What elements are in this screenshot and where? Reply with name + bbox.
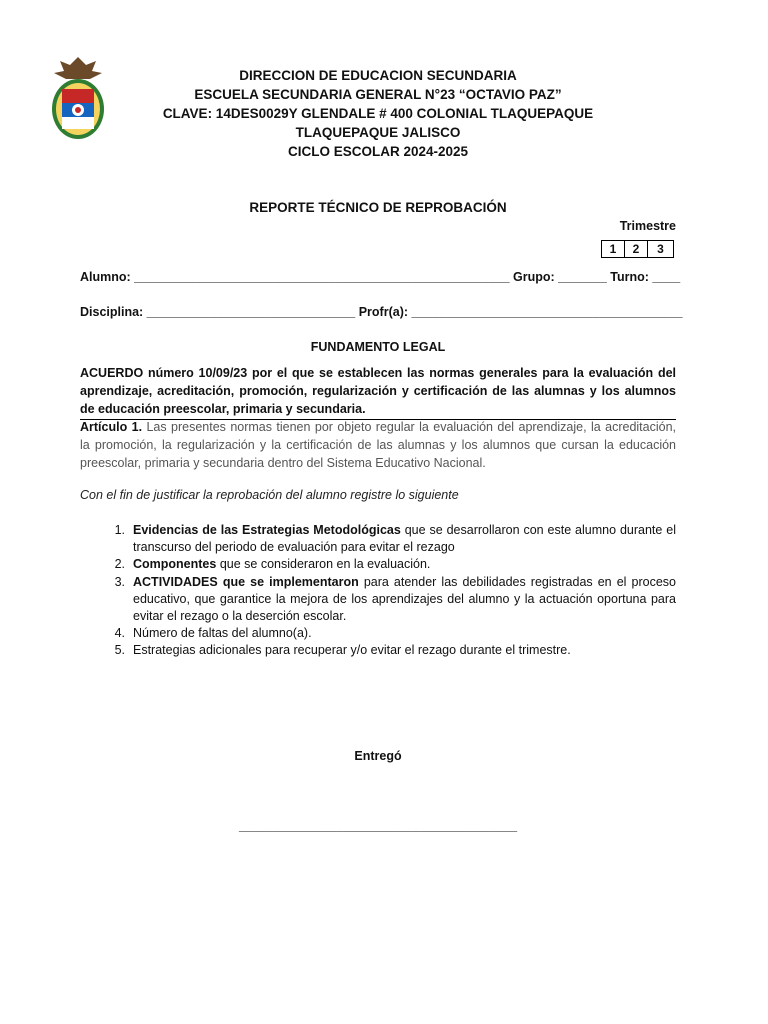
alumno-grupo-turno-field[interactable]: Alumno: ______________________________________________________ Grupo: _______ Turno: ____ bbox=[80, 270, 681, 284]
list-rest: Número de faltas del alumno(a). bbox=[133, 626, 312, 641]
trimestre-option-2[interactable]: 2 bbox=[625, 241, 648, 257]
articulo-paragraph bbox=[80, 418, 676, 472]
articulo-text: Las presentes normas tienen por objeto regular la evaluación del aprendizaje, la acreditación, la promoción, la regularización y la certificación de las alumnas y los alumnos que cursan la educación preescolar, primaria y secundaria dentro del Sistema Educativo Nacional. bbox=[80, 420, 676, 470]
school-header bbox=[160, 66, 596, 161]
list-rest: para atender las debilidades registradas en el proceso educativo, que garantice la mejora de los aprendizajes del alumno y la actuación oportuna para evitar el rezago o la deserción escolar. bbox=[133, 574, 677, 624]
list-item bbox=[80, 556, 676, 573]
trimestre-option-3[interactable]: 3 bbox=[657, 242, 664, 256]
signature-line[interactable]: ________________________________________ bbox=[238, 819, 518, 833]
entrego-label: Entregó bbox=[354, 749, 402, 763]
fundamento-title: FUNDAMENTO LEGAL bbox=[310, 340, 446, 354]
list-text bbox=[125, 556, 676, 573]
header-line: CICLO ESCOLAR 2024-2025 bbox=[287, 144, 469, 159]
list-number: 1. bbox=[114, 523, 125, 537]
instruction-text: Con el fin de justificar la reprobación del alumno registre lo siguiente bbox=[80, 488, 459, 502]
list-rest: que se consideraron en la evaluación. bbox=[216, 557, 431, 572]
list-bold: ACTIVIDADES que se implementaron bbox=[133, 574, 359, 589]
report-title: REPORTE TÉCNICO DE REPROBACIÓN bbox=[249, 200, 507, 215]
header-line: ESCUELA SECUNDARIA GENERAL N°23 “OCTAVIO PAZ” bbox=[194, 87, 562, 102]
list-number: 5. bbox=[114, 643, 125, 658]
list-item bbox=[80, 625, 676, 642]
list-item bbox=[80, 522, 676, 556]
list-bold: Componentes bbox=[133, 557, 217, 572]
header-line: TLAQUEPAQUE JALISCO bbox=[295, 125, 461, 140]
disciplina-profr-field[interactable]: Disciplina: ______________________________ Profr(a): _______________________________________ bbox=[80, 305, 683, 319]
list-bold: Evidencias de las Estrategias Metodológicas bbox=[133, 523, 401, 537]
list-text bbox=[125, 522, 676, 556]
requirements-list bbox=[80, 522, 676, 660]
list-number: 4. bbox=[114, 626, 125, 641]
list-text bbox=[125, 574, 676, 626]
list-item bbox=[80, 642, 676, 659]
header-line: DIRECCION DE EDUCACION SECUNDARIA bbox=[239, 68, 517, 83]
acuerdo-paragraph: ACUERDO número 10/09/23 por el que se establecen las normas generales para la evaluación del aprendizaje, acreditación, promoción, regularización y certificación de las alumnas y los alumnos de educación preescolar, primaria y secundaria. bbox=[80, 364, 676, 420]
trimestre-selector bbox=[601, 240, 674, 258]
articulo-label: Artículo 1. bbox=[80, 420, 143, 434]
list-rest: que se desarrollaron con este alumno durante el transcurso del periodo de evaluación para evitar el rezago bbox=[133, 523, 676, 555]
list-text bbox=[125, 625, 676, 642]
list-number: 2. bbox=[114, 557, 125, 572]
list-item bbox=[80, 574, 676, 626]
school-crest-icon bbox=[48, 55, 108, 141]
trimestre-label: Trimestre bbox=[619, 219, 676, 233]
list-rest: Estrategias adicionales para recuperar y/o evitar el rezago durante el trimestre. bbox=[133, 643, 571, 658]
list-number: 3. bbox=[114, 574, 125, 589]
trimestre-option-1[interactable]: 1 bbox=[602, 241, 625, 257]
list-text bbox=[125, 642, 676, 659]
header-line: CLAVE: 14DES0029Y GLENDALE # 400 COLONIAL TLAQUEPAQUE bbox=[162, 106, 594, 121]
